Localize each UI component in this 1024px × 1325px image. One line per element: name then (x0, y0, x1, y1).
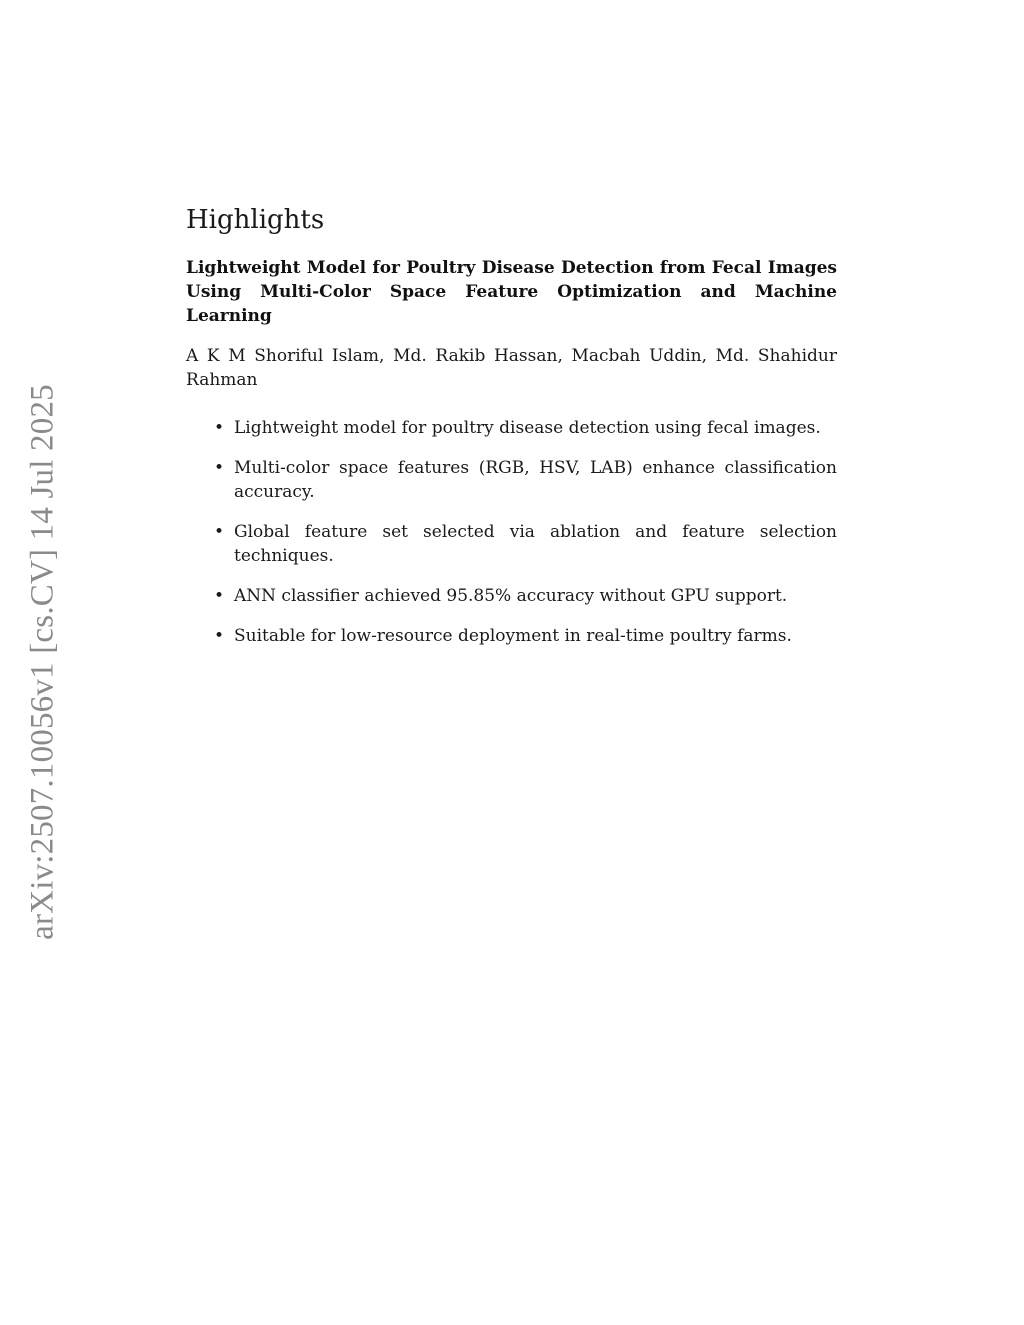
highlight-text: ANN classifier achieved 95.85% accuracy without GPU support. (234, 586, 788, 606)
highlight-item (186, 584, 837, 608)
highlight-item (186, 416, 837, 440)
bullet-icon: • (214, 586, 225, 606)
highlight-item (186, 520, 837, 568)
highlight-text: Lightweight model for poultry disease detection using fecal images. (234, 418, 821, 438)
bullet-icon: • (214, 626, 225, 646)
bullet-icon: • (214, 458, 225, 478)
highlight-text: Multi-color space features (RGB, HSV, LAB) enhance classification accuracy. (234, 458, 837, 502)
highlight-item (186, 624, 837, 648)
highlights-heading: Highlights (186, 205, 325, 235)
bullet-icon: • (214, 418, 225, 438)
paper-title: Lightweight Model for Poultry Disease Detection from Fecal Images Using Multi-Color Space Feature Optimization and Machine Learning (186, 258, 837, 326)
highlight-item (186, 456, 837, 504)
highlight-text: Global feature set selected via ablation and feature selection techniques. (234, 522, 837, 566)
highlights-section (186, 203, 837, 664)
highlight-list (186, 416, 837, 648)
highlight-text: Suitable for low-resource deployment in real-time poultry farms. (234, 626, 792, 646)
author-list: A K M Shoriful Islam, Md. Rakib Hassan, Macbah Uddin, Md. Shahidur Rahman (186, 346, 837, 390)
bullet-icon: • (214, 522, 225, 542)
arxiv-identifier-stamp: arXiv:2507.10056v1 [cs.CV] 14 Jul 2025 (24, 384, 61, 940)
